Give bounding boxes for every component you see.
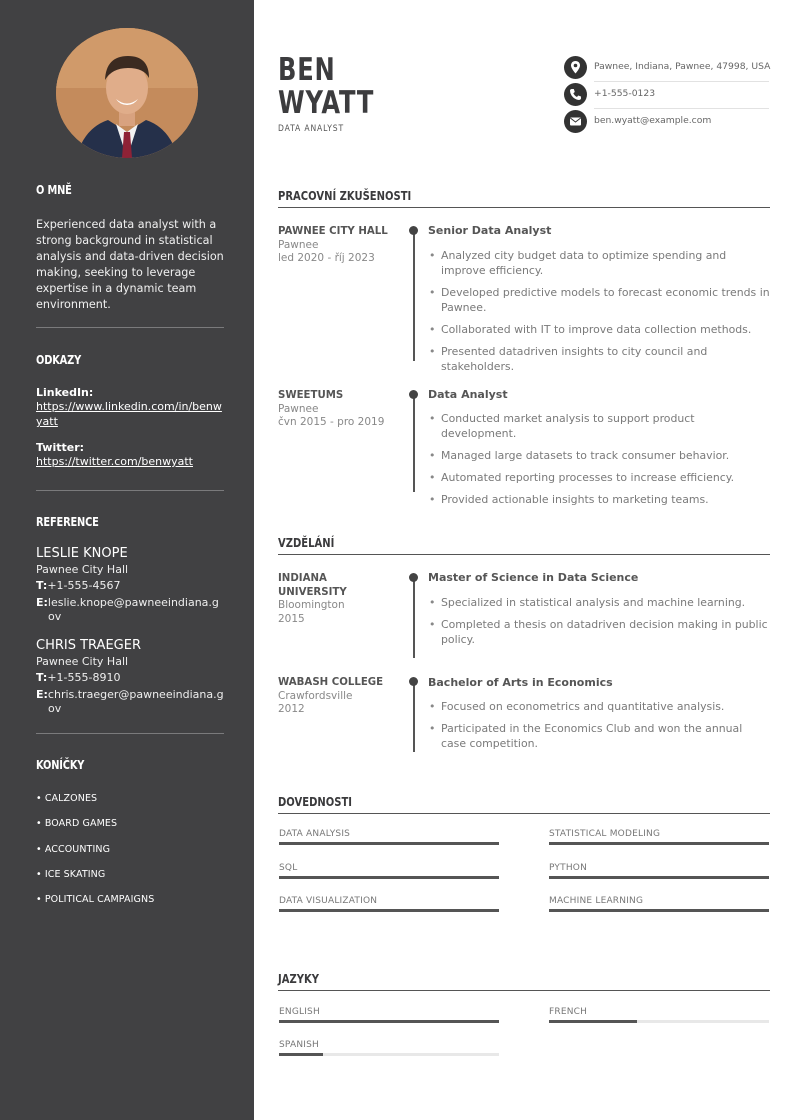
about-text: Experienced data analyst with a strong background in statistical analysis and data-driven decision making, seeking to leverage expertise in a dynamic team environment.	[36, 218, 224, 311]
skill-bar	[279, 876, 499, 879]
email-label: E:	[36, 688, 48, 701]
employment-dates: led 2020 - říj 2023	[278, 252, 375, 264]
timeline-line	[413, 578, 415, 658]
hobby-item: • ACCOUNTING	[36, 843, 111, 855]
skill-name: DATA ANALYSIS	[279, 829, 351, 839]
reference-name: LESLIE KNOPE	[36, 546, 128, 561]
job-bullet: • Provided actionable insights to marketing teams.	[428, 492, 770, 507]
reference-org: Pawnee City Hall	[36, 563, 129, 576]
languages-title-text: JAZYKY	[278, 971, 319, 986]
skill-bar-fill	[549, 842, 769, 845]
job-bullet: • Developed predictive models to forecast economic trends in Pawnee.	[428, 285, 770, 315]
employer-name: PAWNEE CITY HALL	[278, 226, 388, 237]
link-label-linkedin: LinkedIn:	[36, 386, 94, 399]
education-bullets	[428, 595, 770, 647]
last-name: WYATT	[278, 85, 375, 121]
skill-item	[279, 863, 499, 873]
skill-bar-fill	[549, 909, 769, 912]
reference-phone-value: +1-555-8910	[47, 671, 121, 684]
job-bullet: • Collaborated with IT to improve data collection methods.	[428, 322, 770, 337]
job-bullets	[428, 411, 770, 507]
experience-title	[278, 188, 770, 208]
language-item	[279, 1007, 499, 1017]
skill-item	[549, 896, 769, 906]
language-name: ENGLISH	[279, 1007, 320, 1017]
skill-bar	[549, 909, 769, 912]
reference-phone	[36, 579, 224, 593]
reference-name: CHRIS TRAEGER	[36, 638, 141, 653]
language-item	[279, 1040, 499, 1050]
skill-bar-fill	[279, 842, 499, 845]
sidebar-divider	[36, 733, 224, 734]
degree-name: Bachelor of Arts in Economics	[428, 676, 613, 689]
education-bullet: • Specialized in statistical analysis and machine learning.	[428, 595, 770, 610]
experience-entry-left	[278, 225, 398, 266]
timeline-line	[413, 682, 415, 752]
languages-title	[278, 971, 770, 991]
language-bar-fill	[549, 1020, 637, 1023]
sidebar-divider	[36, 490, 224, 491]
phone-label: T:	[36, 579, 48, 592]
employer-name: SWEETUMS	[278, 390, 344, 401]
language-name: FRENCH	[549, 1007, 588, 1017]
email-label: E:	[36, 596, 48, 609]
education-bullet: • Participated in the Economics Club and won the annual case competition.	[428, 721, 770, 751]
link-twitter	[36, 441, 224, 469]
job-bullets	[428, 248, 770, 374]
language-bar	[549, 1020, 769, 1023]
address-text: Pawnee, Indiana, Pawnee, 47998, USA	[594, 61, 771, 72]
skill-bar	[549, 842, 769, 845]
degree-name: Master of Science in Data Science	[428, 571, 639, 584]
language-bar	[279, 1020, 499, 1023]
skill-bar-fill	[549, 876, 769, 879]
job-bullet: • Conducted market analysis to support product development.	[428, 411, 770, 441]
timeline-dot	[409, 677, 418, 686]
phone-label: T:	[36, 671, 48, 684]
twitter-link[interactable]: https://twitter.com/benwyatt	[36, 455, 193, 468]
location-pin-icon	[564, 56, 587, 79]
employer-location: Pawnee	[278, 402, 319, 415]
references-section	[36, 511, 224, 716]
link-linkedin	[36, 386, 224, 429]
sidebar-divider	[36, 327, 224, 328]
education-bullet: • Focused on econometrics and quantitative analysis.	[428, 699, 770, 714]
school-location: Crawfordsville	[278, 689, 353, 702]
timeline-line	[413, 231, 415, 361]
about-section	[36, 179, 224, 313]
education-title-text: VZDĚLÁNÍ	[278, 535, 335, 550]
phone-text: +1-555-0123	[594, 88, 656, 99]
skills-title	[278, 794, 770, 814]
email-text[interactable]: ben.wyatt@example.com	[594, 115, 712, 126]
job-bullet: • Analyzed city budget data to optimize spending and improve efficiency.	[428, 248, 770, 278]
hobby-item: • BOARD GAMES	[36, 818, 118, 830]
employer-location: Pawnee	[278, 238, 319, 251]
education-title	[278, 535, 770, 555]
timeline-dot	[409, 226, 418, 235]
reference-item	[36, 638, 224, 716]
timeline-line	[413, 392, 415, 492]
language-bar-fill	[279, 1053, 323, 1056]
reference-email-value[interactable]: leslie.knope@pawneeindiana.gov	[47, 596, 219, 623]
language-bar-fill	[279, 1020, 499, 1023]
hobby-item: • ICE SKATING	[36, 868, 106, 880]
skill-bar	[549, 876, 769, 879]
reference-email	[36, 688, 224, 716]
skill-bar-fill	[279, 876, 499, 879]
reference-email-value[interactable]: chris.traeger@pawneeindiana.gov	[47, 688, 224, 715]
contact-divider	[594, 108, 769, 109]
hobby-item: • POLITICAL CAMPAIGNS	[36, 894, 155, 906]
envelope-icon	[564, 110, 587, 133]
links-section	[36, 349, 224, 469]
language-name: SPANISH	[279, 1040, 319, 1050]
hobbies-section	[36, 754, 224, 919]
hobby-item: • CALZONES	[36, 793, 98, 804]
skill-name: DATA VISUALIZATION	[279, 896, 378, 906]
education-entry-left	[278, 676, 398, 717]
job-bullet: • Presented datadriven insights to city council and stakeholders.	[428, 344, 770, 374]
profile-photo-image	[56, 28, 198, 158]
skill-bar	[279, 842, 499, 845]
about-title: O MNĚ	[36, 183, 72, 197]
timeline-dot	[409, 573, 418, 582]
reference-item	[36, 546, 224, 624]
contact-address	[564, 56, 769, 82]
language-bar	[279, 1053, 499, 1056]
skill-bar	[279, 909, 499, 912]
contact-divider	[594, 81, 769, 82]
employment-dates: čvn 2015 - pro 2019	[278, 416, 385, 428]
job-role: Data Analyst	[428, 388, 508, 401]
skill-item	[279, 829, 499, 839]
experience-title-text: PRACOVNÍ ZKUŠENOSTI	[278, 188, 412, 203]
link-label-twitter: Twitter:	[36, 441, 85, 454]
education-bullets	[428, 699, 770, 751]
skill-item	[549, 829, 769, 839]
skill-item	[279, 896, 499, 906]
job-role: Senior Data Analyst	[428, 224, 552, 237]
job-title: DATA ANALYST	[278, 124, 344, 134]
contact-email	[564, 110, 769, 136]
skill-name: SQL	[279, 863, 298, 873]
reference-phone-value: +1-555-4567	[47, 579, 121, 592]
experience-entry-left	[278, 389, 398, 430]
reference-org: Pawnee City Hall	[36, 655, 129, 668]
candidate-name	[278, 54, 374, 120]
hobbies-list	[36, 793, 224, 919]
graduation-year: 2015	[278, 612, 305, 625]
job-bullet: • Automated reporting processes to increase efficiency.	[428, 470, 770, 485]
school-name: INDIANA UNIVERSITY	[278, 573, 347, 598]
reference-email	[36, 596, 224, 624]
linkedin-link[interactable]: https://www.linkedin.com/in/benwyatt	[36, 400, 222, 428]
skills-title-text: DOVEDNOSTI	[278, 794, 353, 809]
skill-item	[549, 863, 769, 873]
phone-icon	[564, 83, 587, 106]
skill-name: PYTHON	[549, 863, 588, 873]
reference-phone	[36, 671, 224, 685]
contact-phone	[564, 83, 769, 109]
education-entry-left	[278, 572, 368, 626]
timeline-dot	[409, 390, 418, 399]
skill-bar-fill	[279, 909, 499, 912]
language-item	[549, 1007, 769, 1017]
education-bullet: • Completed a thesis on datadriven decision making in public policy.	[428, 617, 770, 647]
sidebar	[0, 0, 254, 1120]
graduation-year: 2012	[278, 703, 305, 715]
first-name: BEN	[278, 52, 336, 88]
skill-name: MACHINE LEARNING	[549, 896, 644, 906]
school-location: Bloomington	[278, 599, 345, 611]
job-bullet: • Managed large datasets to track consumer behavior.	[428, 448, 770, 463]
references-title: REFERENCE	[36, 515, 99, 529]
links-title: ODKAZY	[36, 353, 82, 367]
skill-name: STATISTICAL MODELING	[549, 829, 661, 839]
profile-photo	[56, 28, 198, 158]
school-name: WABASH COLLEGE	[278, 677, 384, 688]
hobbies-title: KONÍČKY	[36, 758, 85, 772]
